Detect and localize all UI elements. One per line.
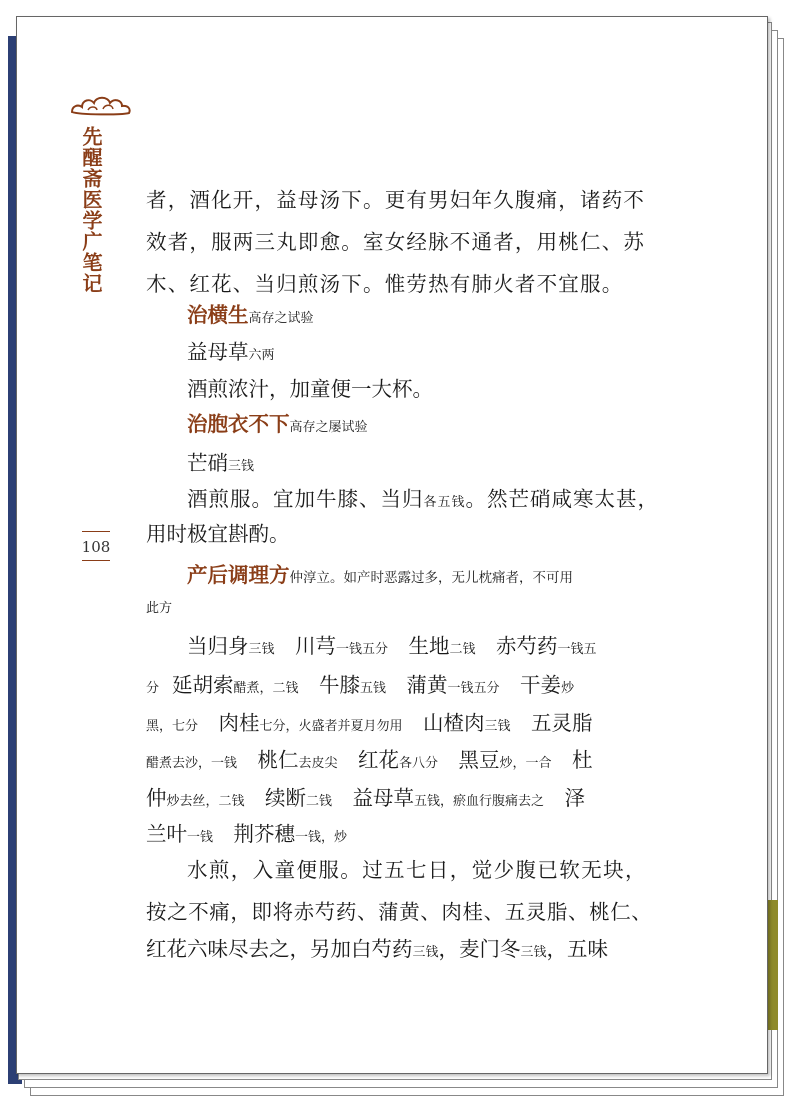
ingredient-line xyxy=(146,786,585,814)
text-line: 效者，服两三丸即愈。室女经脉不通者，用桃仁、苏 xyxy=(146,230,646,254)
ingredient: 仲 xyxy=(146,786,167,810)
ingredient: 蒲黄 xyxy=(386,673,448,697)
dosage: 炒 xyxy=(561,681,575,696)
section-heading: 产后调理方 xyxy=(187,563,290,587)
text-run: 。然芒硝咸寒太甚， xyxy=(465,487,660,511)
dosage: 各八分 xyxy=(399,756,439,771)
text-line: 者，酒化开，益母汤下。更有男妇年久腹痛，诸药不 xyxy=(146,188,646,212)
ingredient: 黑豆 xyxy=(438,748,500,772)
text-run: 酒煎服。宜加牛膝、当归 xyxy=(187,487,424,511)
ingredient: 生地 xyxy=(388,634,450,658)
dosage: 五钱 xyxy=(360,681,387,696)
ingredient: 山楂肉 xyxy=(402,711,485,735)
ingredient: 益母草 xyxy=(332,786,415,810)
ingredient: 荆芥穗 xyxy=(213,822,296,846)
ingredient: 延胡索 xyxy=(172,673,234,697)
dosage: 黑，七分 xyxy=(146,719,199,734)
dosage: 各五钱 xyxy=(423,495,466,510)
dosage: 二钱 xyxy=(449,642,476,657)
ingredient: 川芎 xyxy=(274,634,337,658)
ingredient: 干姜 xyxy=(499,673,562,697)
ingredient-line xyxy=(146,673,574,701)
ingredient: 桃仁 xyxy=(237,748,299,772)
ingredient: 泽 xyxy=(544,786,586,810)
ingredient-line xyxy=(146,711,593,739)
ingredient: 兰叶 xyxy=(146,822,187,846)
section-heading: 治胞衣不下 xyxy=(187,412,290,436)
dosage: 一钱五分 xyxy=(336,642,389,657)
section-heading-line xyxy=(187,303,314,331)
ingredient-line xyxy=(146,748,593,776)
dosage: 炒，一合 xyxy=(499,756,552,771)
dosage: 一钱五 xyxy=(557,642,597,657)
dosage: 五钱，瘀血行腹痛去之 xyxy=(414,794,545,809)
cloud-ornament-icon xyxy=(70,94,132,116)
dosage: 三钱 xyxy=(228,459,255,474)
dosage: 分 xyxy=(146,681,173,696)
dosage: 一钱五分 xyxy=(447,681,500,696)
book-title-vertical: 先醒斋医学广笔记 xyxy=(79,126,103,294)
heading-note: 高存之试验 xyxy=(248,311,314,326)
text-line xyxy=(187,487,659,515)
heading-note: 高存之屡试验 xyxy=(289,420,368,435)
dosage: 三钱 xyxy=(484,719,511,734)
text-line: 酒煎浓汁，加童便一大杯。 xyxy=(187,377,433,401)
ingredient-line xyxy=(187,634,597,662)
text-line: 用时极宜斟酌。 xyxy=(146,522,290,546)
ingredient: 杜 xyxy=(551,748,593,772)
ingredient: 牛膝 xyxy=(298,673,361,697)
text-line: 按之不痛，即将赤芍药、蒲黄、肉桂、五灵脂、桃仁、 xyxy=(146,900,653,924)
dosage: 三钱 xyxy=(520,945,547,960)
text-line: 水煎，入童便服。过五七日，觉少腹已软无块， xyxy=(187,858,647,882)
page-number-rule-bottom xyxy=(82,560,110,561)
dosage: 炒去丝，二钱 xyxy=(166,794,245,809)
ingredient: 五灵脂 xyxy=(510,711,593,735)
ingredient: 益母草 xyxy=(187,340,249,364)
dosage: 七分，火盛者并夏月勿用 xyxy=(259,719,403,734)
text-line xyxy=(146,937,608,965)
page-number-rule-top xyxy=(82,531,110,532)
ingredient: 芒硝 xyxy=(187,451,228,475)
ingredient: 续断 xyxy=(244,786,307,810)
ingredient: 肉桂 xyxy=(198,711,260,735)
dosage: 去皮尖 xyxy=(298,756,338,771)
dosage: 三钱 xyxy=(412,945,439,960)
heading-note-continued: 此方 xyxy=(146,601,173,616)
text-line: 木、红花、当归煎汤下。惟劳热有肺火者不宜服。 xyxy=(146,272,624,296)
ingredient: 赤芍药 xyxy=(475,634,558,658)
ingredient-line xyxy=(187,340,275,368)
ingredient: 当归身 xyxy=(187,634,249,658)
dosage: 醋煮，二钱 xyxy=(233,681,299,696)
ingredient-line xyxy=(187,451,254,479)
dosage: 三钱 xyxy=(248,642,275,657)
text-run: ，麦门冬 xyxy=(438,937,521,961)
section-heading: 治横生 xyxy=(187,303,249,327)
dosage: 一钱，炒 xyxy=(295,830,348,845)
dosage: 醋煮去沙，一钱 xyxy=(146,756,238,771)
dosage: 二钱 xyxy=(306,794,333,809)
ingredient-line xyxy=(146,822,347,850)
ingredient: 红花 xyxy=(337,748,400,772)
section-heading-line xyxy=(187,412,368,440)
dosage: 一钱 xyxy=(187,830,214,845)
section-heading-line xyxy=(187,563,573,590)
heading-note: 仲淳立。如产时恶露过多，无儿枕痛者，不可用 xyxy=(289,570,573,586)
dosage: 六两 xyxy=(248,348,275,363)
text-run: 红花六味尽去之，另加白芍药 xyxy=(146,937,413,961)
text-run: ，五味 xyxy=(546,937,609,961)
page-number: 108 xyxy=(81,538,111,556)
